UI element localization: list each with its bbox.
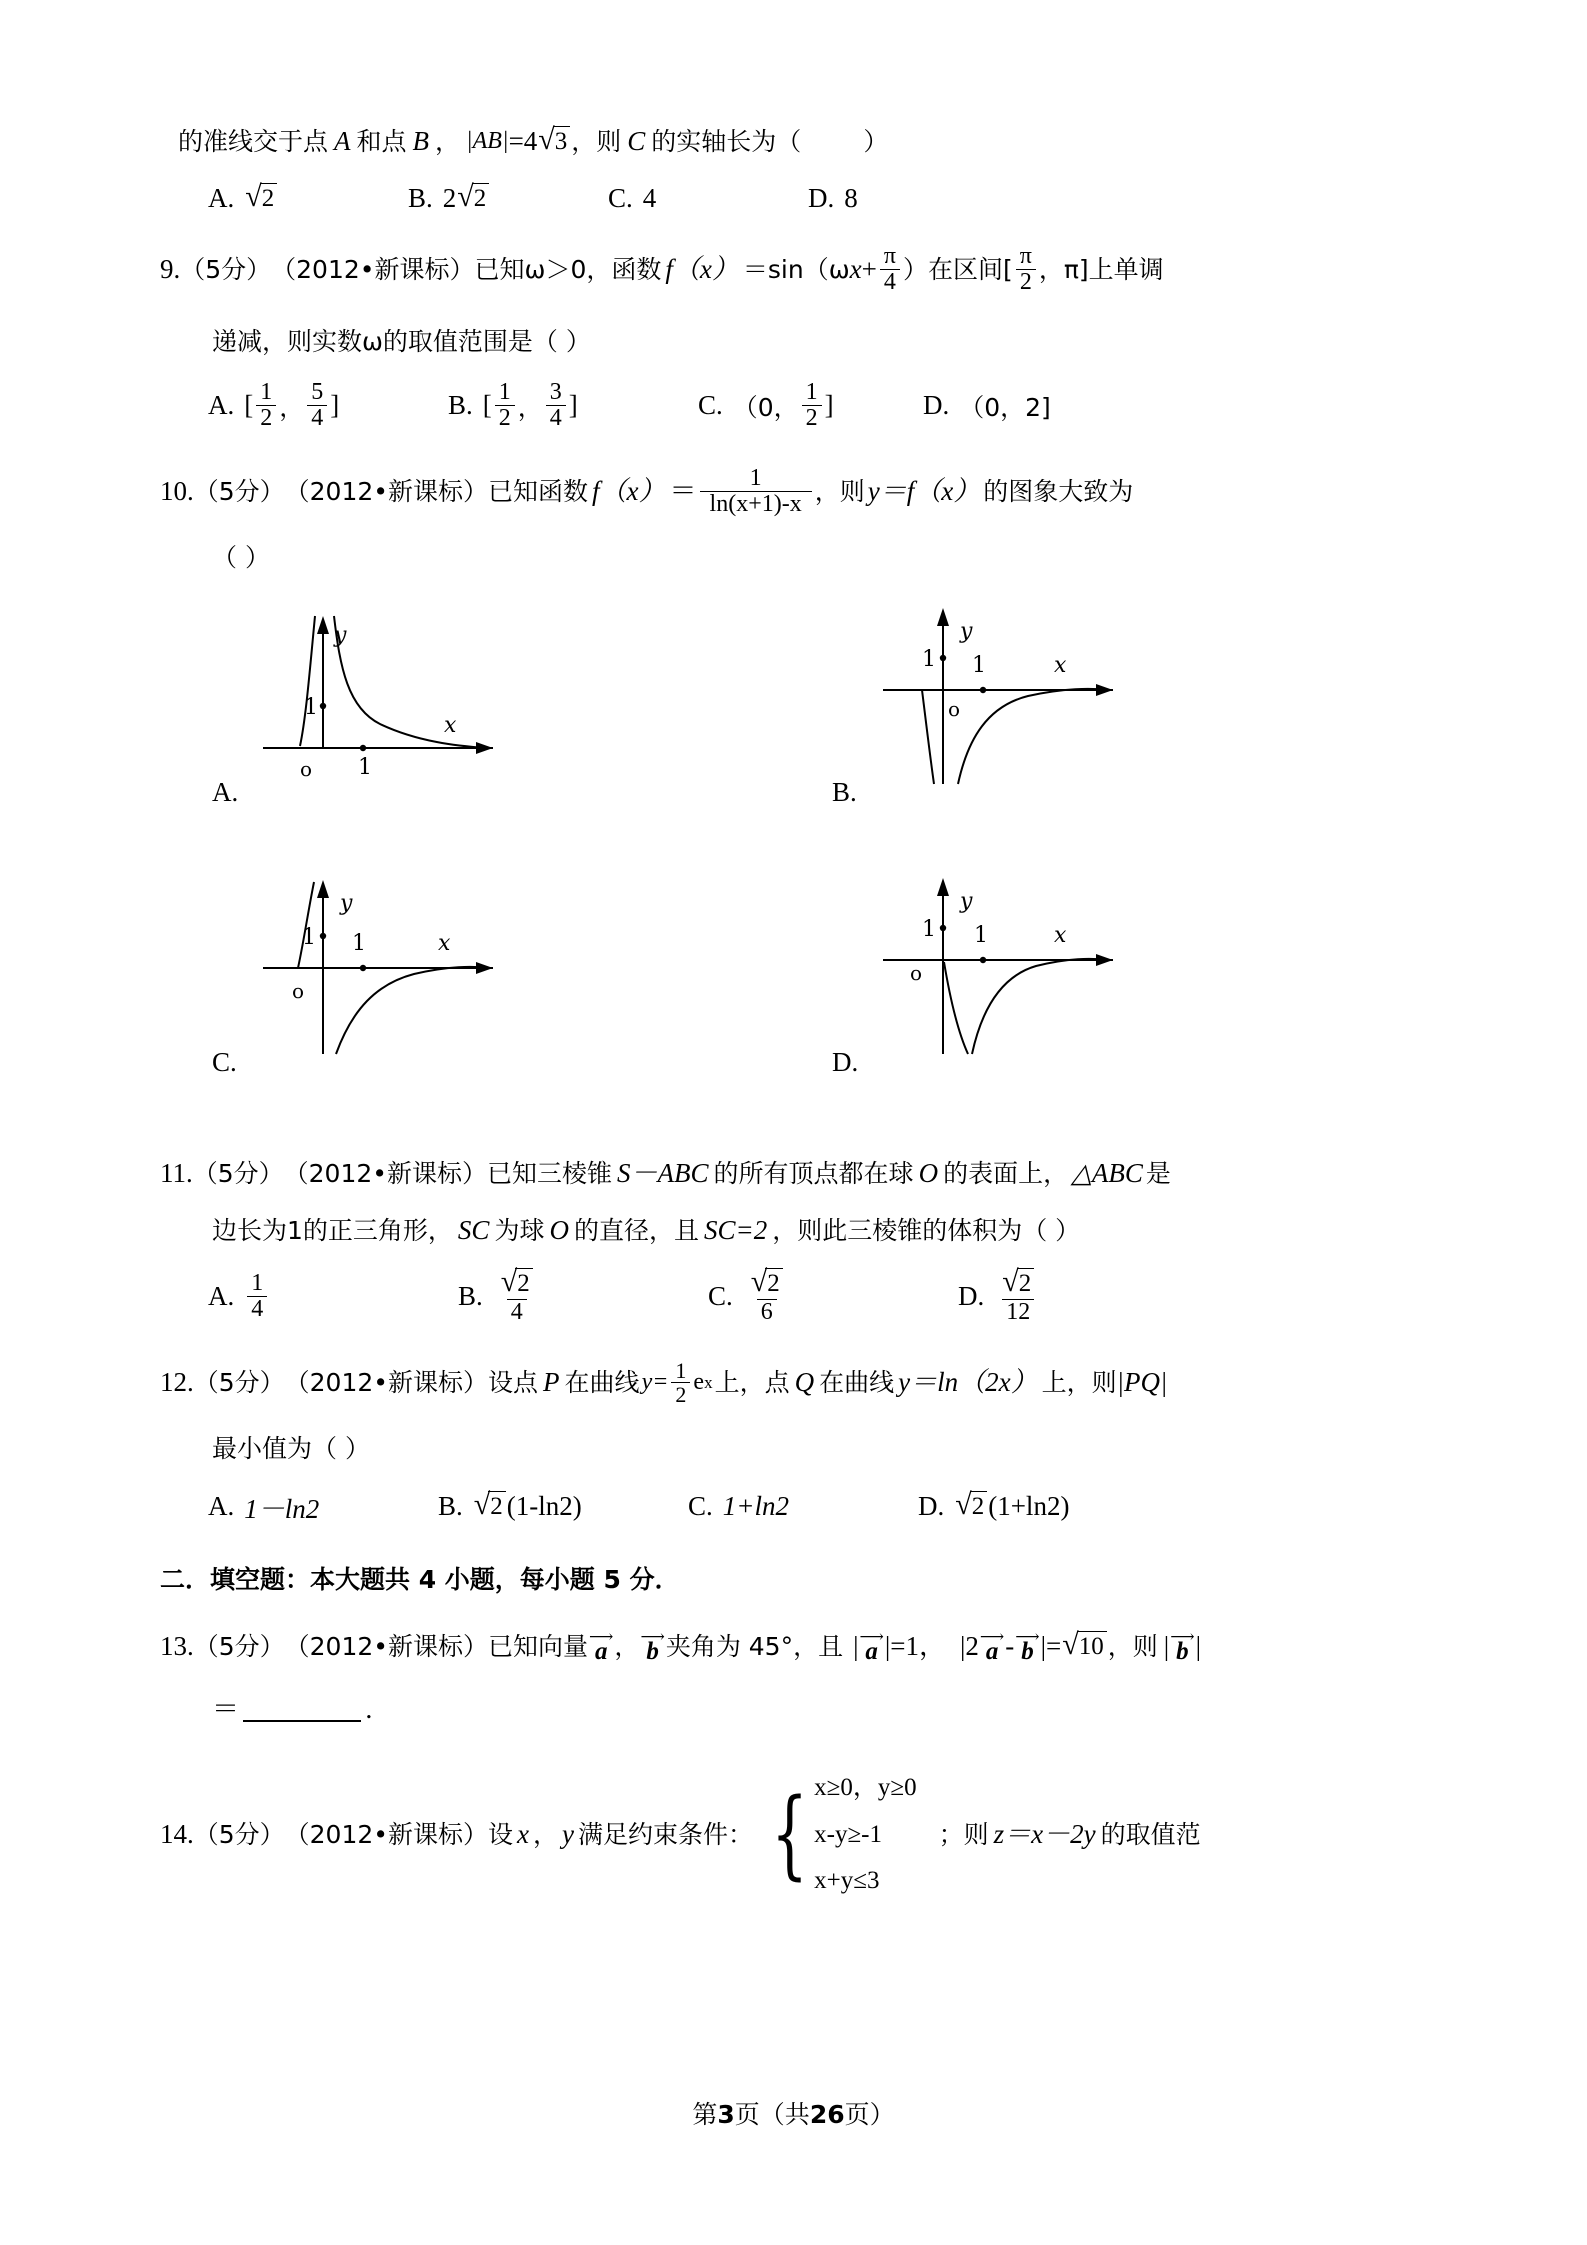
q10-c-tick-y: 1 bbox=[302, 924, 316, 950]
q9-function: f（x） bbox=[665, 253, 739, 284]
q12-point-q: Q bbox=[794, 1366, 815, 1397]
q9-opt-c-open: （0， bbox=[732, 392, 799, 422]
carryover-text-b: 和点 bbox=[356, 126, 407, 156]
q9-option-b[interactable] bbox=[448, 380, 698, 431]
option-d-text: 8 bbox=[844, 182, 858, 213]
q9-option-a[interactable] bbox=[208, 380, 448, 431]
graph-c bbox=[248, 868, 508, 1058]
q11-opt-b-num-wrap bbox=[496, 1264, 538, 1299]
page-footer bbox=[0, 2095, 1587, 2131]
q12-opt-b-sqrt: 2 bbox=[488, 1491, 506, 1522]
question-11-stem bbox=[160, 1157, 1418, 1188]
q11-l2-v1: SC bbox=[457, 1214, 490, 1245]
q9-stem-p5: ，π]上单调 bbox=[1038, 254, 1164, 284]
q9-opt-a-d2: 4 bbox=[307, 405, 327, 431]
q12-opt-a-text: 1－ln2 bbox=[244, 1494, 320, 1524]
q10-b-origin: o bbox=[948, 696, 961, 721]
q12-stem-e: 上，则 bbox=[1041, 1367, 1117, 1397]
q10-frac-den: ln(x+1)-x bbox=[700, 491, 812, 517]
graph-d bbox=[868, 868, 1128, 1058]
q9-opt-b-open: [ bbox=[482, 390, 492, 421]
footer-mid: 页（共 bbox=[734, 2100, 810, 2129]
sqrt-2-a: √ 2 bbox=[245, 183, 277, 214]
q12-curve-num: 1 bbox=[675, 1357, 687, 1383]
q11-l1b: 的所有顶点都在球 bbox=[713, 1158, 914, 1188]
q13-expr-close: |= bbox=[1040, 1630, 1062, 1661]
q13-result-vec: b bbox=[1176, 1638, 1189, 1665]
q9-stem-p4: ）在区间[ bbox=[902, 254, 1013, 284]
q12-option-b[interactable] bbox=[438, 1488, 688, 1522]
q9-stem-line2: 递减，则实数ω的取值范围是（ ） bbox=[212, 327, 591, 357]
q12-stem-c: 上，点 bbox=[714, 1367, 790, 1397]
q10-a-origin: o bbox=[300, 756, 313, 781]
q9-opt-b-frac2 bbox=[546, 380, 566, 431]
q9-opt-b-d2: 4 bbox=[546, 405, 566, 431]
q14-p2: 满足约束条件： bbox=[578, 1820, 754, 1850]
q10-eq: ＝ bbox=[669, 475, 697, 506]
sqrt-icon-q12b: √ 2 bbox=[474, 1491, 506, 1522]
q10-stem-p2: ，则 bbox=[814, 476, 865, 506]
q14-p4: 的取值范 bbox=[1100, 1820, 1201, 1850]
q11-opt-d-den: 12 bbox=[1002, 1299, 1034, 1325]
q13-number: 13. bbox=[160, 1630, 194, 1661]
q11-source: （2012•新课标） bbox=[283, 1158, 488, 1188]
q10-b-tick-x: 1 bbox=[972, 652, 986, 678]
carryover-text-d: 的实轴长为（ bbox=[651, 126, 802, 156]
q13-result-close: | bbox=[1195, 1630, 1201, 1661]
q9-number: 9. bbox=[160, 253, 181, 284]
option-d-label: D. bbox=[808, 182, 835, 213]
q13-expr-open: |2 bbox=[960, 1630, 979, 1661]
q10-stem-p3: 的图象大致为 bbox=[983, 476, 1134, 506]
q9-opt-b-sep: ， bbox=[517, 392, 543, 422]
q13-answer-blank[interactable] bbox=[243, 1698, 361, 1722]
q9-opt-a-n2: 5 bbox=[311, 379, 324, 406]
q12-curve-expr bbox=[642, 1359, 713, 1406]
q14-constraint-1: x≥0，y≥0 bbox=[814, 1774, 917, 1802]
q11-opt-b-den: 4 bbox=[507, 1299, 527, 1325]
q10-d-y-label: y bbox=[960, 888, 973, 914]
footer-prefix: 第 bbox=[692, 2100, 718, 2129]
q11-l1-v3: △ABC bbox=[1071, 1157, 1143, 1188]
q9-frac1-den: 4 bbox=[880, 269, 900, 295]
q10-a-x-label: x bbox=[444, 712, 457, 738]
q13-p3: ，则 bbox=[1107, 1631, 1158, 1661]
q9-source: （2012•新课标） bbox=[271, 254, 475, 284]
q11-opt-c-den: 6 bbox=[757, 1299, 777, 1325]
q9-option-c-label: C. bbox=[698, 390, 723, 421]
q10-stem-line2: （ ） bbox=[212, 542, 270, 572]
q11-number: 11. bbox=[160, 1157, 193, 1188]
q10-number: 10. bbox=[160, 475, 194, 506]
carryover-text-a: 的准线交于点 bbox=[178, 126, 329, 156]
q12-score: （5分） bbox=[193, 1367, 285, 1397]
q9-option-d[interactable] bbox=[923, 388, 1051, 424]
q11-l2-v2: O bbox=[549, 1214, 569, 1245]
q14-system-rows bbox=[814, 1765, 916, 1904]
q13-abs-a-vec: a bbox=[865, 1638, 878, 1665]
carryover-stem: 的准线交于点 A 和点 B ， |AB| =4 √ 3 ，则 C 的实轴长为（ ） bbox=[178, 123, 889, 156]
q12-option-a-label: A. bbox=[208, 1491, 235, 1521]
graph-a bbox=[248, 598, 508, 788]
q12-opt-c-text: 1+ln2 bbox=[722, 1491, 789, 1521]
q12-option-d[interactable] bbox=[918, 1488, 1070, 1522]
q11-l1-v1: S－ABC bbox=[617, 1157, 709, 1188]
q10-stem-p1: 已知函数 bbox=[488, 476, 589, 506]
carryover-abs-ab: |AB| bbox=[466, 128, 509, 155]
q10-c-origin: o bbox=[292, 978, 305, 1003]
q13-vec-a: a bbox=[594, 1638, 608, 1665]
q9-opt-c-d2: 2 bbox=[802, 405, 822, 431]
option-a-label: A. bbox=[208, 182, 235, 213]
q9-frac2-den: 2 bbox=[1016, 269, 1036, 295]
section-2-heading: 二．填空题：本大题共 4 小题，每小题 5 分． bbox=[160, 1565, 680, 1594]
sqrt-2-b: √ 2 bbox=[457, 183, 489, 214]
q9-frac1-num: π bbox=[883, 242, 896, 269]
question-12-stem-line2 bbox=[178, 1436, 1418, 1461]
q12-point-p: P bbox=[543, 1366, 560, 1397]
option-b-radicand: 2 bbox=[472, 183, 490, 214]
graph-b bbox=[868, 598, 1128, 788]
q11-opt-d-frac bbox=[997, 1264, 1039, 1325]
q9-opt-b-d1: 2 bbox=[495, 405, 515, 431]
q10-a-tick-y: 1 bbox=[304, 694, 318, 720]
q9-opt-c-n2: 1 bbox=[805, 379, 818, 406]
q13-score: （5分） bbox=[193, 1631, 285, 1661]
q11-opt-a-frac bbox=[247, 1271, 267, 1322]
q13-expr-minus: - bbox=[1005, 1630, 1015, 1661]
q12-opt-d-sqrt: 2 bbox=[970, 1491, 988, 1522]
q14-var-x: x bbox=[517, 1819, 530, 1850]
q10-c-x-label: x bbox=[438, 930, 451, 956]
q12-option-b-label: B. bbox=[438, 1491, 463, 1521]
q10-option-a-label: A. bbox=[212, 776, 239, 807]
q11-opt-a-num: 1 bbox=[251, 1269, 264, 1296]
q10-option-b-label: B. bbox=[832, 776, 857, 807]
q12-pq: |PQ| bbox=[1116, 1366, 1168, 1397]
option-b-label: B. bbox=[408, 182, 433, 213]
q12-curve2: y＝ln（2x） bbox=[898, 1366, 1038, 1397]
q11-l2b: 为球 bbox=[494, 1215, 545, 1245]
q12-option-d-label: D. bbox=[918, 1491, 945, 1521]
page-content bbox=[160, 123, 1418, 1904]
q11-option-d[interactable] bbox=[958, 1264, 1042, 1325]
question-13-answer-line bbox=[178, 1696, 1418, 1723]
sqrt-3-radicand: 3 bbox=[553, 126, 571, 157]
q9-opt-a-close: ] bbox=[330, 390, 340, 421]
q10-frac-num: 1 bbox=[749, 464, 762, 491]
option-b[interactable] bbox=[408, 179, 608, 214]
sqrt-icon-q12d: √ 2 bbox=[955, 1491, 987, 1522]
question-11-stem-line2 bbox=[178, 1214, 1418, 1245]
q9-option-d-label: D. bbox=[923, 390, 950, 421]
footer-total-pages: 26 bbox=[809, 2100, 845, 2129]
vector-a-icon-3: ⟶ a bbox=[979, 1627, 1005, 1665]
question-11-options bbox=[178, 1264, 1418, 1325]
footer-suffix: 页） bbox=[844, 2100, 895, 2129]
q9-opt-c-close: ] bbox=[824, 390, 834, 421]
q11-opt-c-num: 2 bbox=[765, 1268, 783, 1299]
q12-stem-d: 在曲线 bbox=[819, 1367, 895, 1397]
q12-option-a[interactable] bbox=[208, 1487, 438, 1526]
q10-b-tick-y: 1 bbox=[922, 646, 936, 672]
q9-option-b-label: B. bbox=[448, 390, 473, 421]
question-9-options bbox=[178, 380, 1418, 431]
q9-opt-b-frac1 bbox=[495, 380, 515, 431]
q11-opt-d-num: 2 bbox=[1017, 1268, 1035, 1299]
q9-frac2-num: π bbox=[1019, 242, 1032, 269]
q11-option-b[interactable] bbox=[458, 1264, 708, 1325]
q12-stem-line2: 最小值为（ ） bbox=[212, 1434, 370, 1463]
q13-source: （2012•新课标） bbox=[284, 1631, 489, 1661]
question-9-stem bbox=[160, 244, 1418, 295]
q11-l2a: 边长为1的正三角形， bbox=[212, 1215, 453, 1245]
q10-option-b[interactable] bbox=[818, 598, 1238, 808]
q9-fraction-pi-2 bbox=[1016, 244, 1036, 295]
q14-z-expr: z＝x－2y bbox=[993, 1819, 1096, 1850]
q9-stem-p2: ＝sin（ω bbox=[742, 254, 850, 284]
q10-source: （2012•新课标） bbox=[284, 476, 489, 506]
question-10-stem bbox=[160, 466, 1418, 517]
question-10-stem-line2 bbox=[178, 542, 1418, 572]
carryover-var-c: C bbox=[627, 125, 646, 156]
q12-source: （2012•新课标） bbox=[284, 1367, 489, 1397]
q14-constraint-3: x+y≤3 bbox=[814, 1866, 880, 1894]
sqrt-icon-q11d: √ 2 bbox=[1002, 1268, 1034, 1299]
q9-score: （5分） bbox=[180, 254, 272, 284]
q11-l1a: 已知三棱锥 bbox=[487, 1158, 613, 1188]
q14-p3: ；则 bbox=[938, 1820, 989, 1850]
vector-b-icon-3: ⟶ b bbox=[1170, 1627, 1195, 1665]
q10-function: f（x） bbox=[592, 475, 666, 506]
q13-p1: 已知向量 bbox=[488, 1631, 589, 1661]
q9-opt-c-frac bbox=[802, 380, 822, 431]
q12-stem-b: 在曲线 bbox=[564, 1367, 640, 1397]
sqrt-3: √ 3 bbox=[538, 126, 570, 157]
q10-a-y-label: y bbox=[334, 622, 347, 648]
q10-b-x-label: x bbox=[1054, 652, 1067, 678]
q14-var-y: y bbox=[562, 1819, 575, 1850]
carryover-var-b: B bbox=[412, 125, 430, 156]
q12-curve-y: y= bbox=[641, 1369, 669, 1396]
q11-opt-b-num: 2 bbox=[515, 1268, 533, 1299]
q13-period: ． bbox=[365, 1695, 391, 1725]
q9-stem-p1: 已知ω＞0，函数 bbox=[474, 254, 662, 284]
question-14-stem bbox=[160, 1765, 1418, 1904]
q12-curve-den: 2 bbox=[671, 1382, 690, 1406]
carryover-text-e: ） bbox=[863, 126, 889, 156]
q11-opt-c-frac bbox=[746, 1264, 788, 1325]
option-c-label: C. bbox=[608, 182, 633, 213]
q13-sep1: ， bbox=[614, 1631, 640, 1661]
option-c-text: 4 bbox=[642, 182, 657, 213]
q10-a-tick-x: 1 bbox=[358, 754, 372, 780]
carryover-text-c: ，则 bbox=[571, 126, 622, 156]
carryover-var-a: A bbox=[334, 125, 351, 156]
option-a-radicand: 2 bbox=[260, 183, 278, 214]
q12-option-c[interactable] bbox=[688, 1491, 918, 1522]
q10-c-y-label: y bbox=[340, 890, 353, 916]
q10-fraction bbox=[700, 466, 812, 517]
q10-option-c[interactable] bbox=[198, 868, 618, 1078]
q10-d-origin: o bbox=[910, 960, 923, 985]
option-d[interactable] bbox=[808, 183, 858, 214]
q12-stem-a: 设点 bbox=[488, 1367, 539, 1397]
q9-opt-a-frac1 bbox=[256, 380, 276, 431]
q11-l1-v2: O bbox=[918, 1157, 939, 1188]
q14-p1: 设 bbox=[488, 1820, 514, 1850]
q14-constraint-system bbox=[759, 1765, 917, 1904]
q13-expr bbox=[960, 1627, 1108, 1665]
q9-opt-b-close: ] bbox=[568, 390, 578, 421]
vector-a-icon-2: ⟶ a bbox=[859, 1627, 884, 1665]
q14-comma: ， bbox=[533, 1820, 559, 1850]
q11-score: （5分） bbox=[192, 1158, 284, 1188]
question-13-stem bbox=[160, 1627, 1418, 1665]
q13-result-open: | bbox=[1163, 1630, 1170, 1661]
question-12-options bbox=[178, 1487, 1418, 1526]
q13-abs-a bbox=[853, 1627, 946, 1665]
vector-a-icon: ⟶ a bbox=[589, 1627, 614, 1665]
q13-vec-b: b bbox=[646, 1638, 659, 1665]
sqrt-icon-q11b: √ 2 bbox=[501, 1268, 533, 1299]
q12-opt-b-text: (1-ln2) bbox=[506, 1491, 582, 1521]
q14-number: 14. bbox=[160, 1819, 194, 1850]
q11-option-b-label: B. bbox=[458, 1280, 483, 1311]
q13-p2: 夹角为 45°，且 bbox=[665, 1631, 844, 1661]
q13-expr-a: a bbox=[985, 1638, 999, 1665]
q12-number: 12. bbox=[160, 1366, 194, 1397]
q10-c-tick-x: 1 bbox=[352, 930, 366, 956]
q10-d-tick-y: 1 bbox=[922, 916, 936, 942]
q11-l2c: 的直径，且 bbox=[573, 1215, 699, 1245]
question-9-stem-line2 bbox=[178, 327, 1418, 357]
q12-opt-d-text: (1+ln2) bbox=[988, 1491, 1070, 1521]
q13-expr-sqrt: 10 bbox=[1077, 1631, 1107, 1662]
q11-l2-v3: SC=2 bbox=[703, 1214, 768, 1245]
q11-l1c: 的表面上， bbox=[943, 1158, 1069, 1188]
q9-opt-d-open: （0，2] bbox=[959, 392, 1051, 422]
q11-option-d-label: D. bbox=[958, 1280, 985, 1311]
question-12-stem bbox=[160, 1359, 1418, 1406]
option-a[interactable] bbox=[208, 179, 408, 214]
q10-b-y-label: y bbox=[960, 618, 973, 644]
q9-opt-a-n1: 1 bbox=[260, 379, 273, 406]
carryover-options bbox=[178, 179, 1418, 214]
sqrt-icon-q13: √ 10 bbox=[1062, 1631, 1106, 1662]
q9-option-c[interactable] bbox=[698, 380, 923, 431]
q11-option-c[interactable] bbox=[708, 1264, 958, 1325]
q10-d-x-label: x bbox=[1054, 922, 1067, 948]
q10-score: （5分） bbox=[193, 476, 285, 506]
q13-eq: ＝ bbox=[212, 1694, 239, 1725]
q11-opt-a-den: 4 bbox=[247, 1296, 267, 1322]
q9-fraction-pi-4 bbox=[880, 244, 900, 295]
q12-curve-e: e bbox=[693, 1369, 705, 1396]
option-c[interactable] bbox=[608, 183, 808, 214]
footer-page-number: 3 bbox=[717, 2100, 735, 2129]
q10-y-expr: y＝f（x） bbox=[867, 475, 981, 506]
q11-opt-c-num-wrap bbox=[746, 1264, 788, 1299]
q14-score: （5分） bbox=[193, 1820, 285, 1850]
q13-expr-b: b bbox=[1021, 1638, 1034, 1665]
q9-opt-a-d1: 2 bbox=[256, 405, 276, 431]
q12-option-c-label: C. bbox=[688, 1491, 713, 1521]
option-b-coef: 2 bbox=[442, 182, 457, 213]
q10-option-d[interactable] bbox=[818, 868, 1238, 1078]
carryover-eq: =4 bbox=[508, 125, 538, 156]
q11-opt-b-frac bbox=[496, 1264, 538, 1325]
left-brace-icon: { bbox=[771, 1778, 808, 1891]
q10-option-a[interactable] bbox=[198, 598, 618, 808]
q13-result bbox=[1163, 1627, 1201, 1665]
q12-curve-frac bbox=[671, 1359, 690, 1406]
q11-option-a-label: A. bbox=[208, 1280, 235, 1311]
sqrt-icon-q11c: √ 2 bbox=[751, 1268, 783, 1299]
q9-opt-b-n1: 1 bbox=[498, 379, 511, 406]
q13-abs-a-close: |=1， bbox=[884, 1630, 946, 1661]
question-10-graph-options bbox=[178, 588, 1418, 1148]
vector-b-icon-2: ⟶ b bbox=[1015, 1627, 1040, 1665]
q10-option-c-label: C. bbox=[212, 1046, 237, 1077]
q10-d-tick-x: 1 bbox=[974, 922, 988, 948]
q9-var-x: x bbox=[849, 253, 862, 284]
q11-opt-d-num-wrap bbox=[997, 1264, 1039, 1299]
q9-opt-a-open: [ bbox=[244, 390, 254, 421]
q9-opt-a-frac2 bbox=[307, 380, 327, 431]
q12-curve-exp: x bbox=[704, 1372, 713, 1392]
q11-l2d: ，则此三棱锥的体积为（ ） bbox=[772, 1215, 1081, 1245]
q9-option-a-label: A. bbox=[208, 390, 235, 421]
q10-option-d-label: D. bbox=[832, 1046, 859, 1077]
q13-abs-a-open: | bbox=[853, 1630, 859, 1661]
q11-option-c-label: C. bbox=[708, 1280, 733, 1311]
q9-opt-b-n2: 3 bbox=[549, 379, 562, 406]
q14-constraint-2: x-y≥-1 bbox=[814, 1820, 882, 1848]
q9-stem-p3: + bbox=[861, 253, 877, 284]
q11-l1d: 是 bbox=[1145, 1158, 1171, 1188]
q9-opt-a-sep: ， bbox=[279, 392, 305, 422]
q14-source: （2012•新课标） bbox=[284, 1820, 489, 1850]
q11-option-a[interactable] bbox=[208, 1271, 458, 1322]
vector-b-icon: ⟶ b bbox=[640, 1627, 665, 1665]
